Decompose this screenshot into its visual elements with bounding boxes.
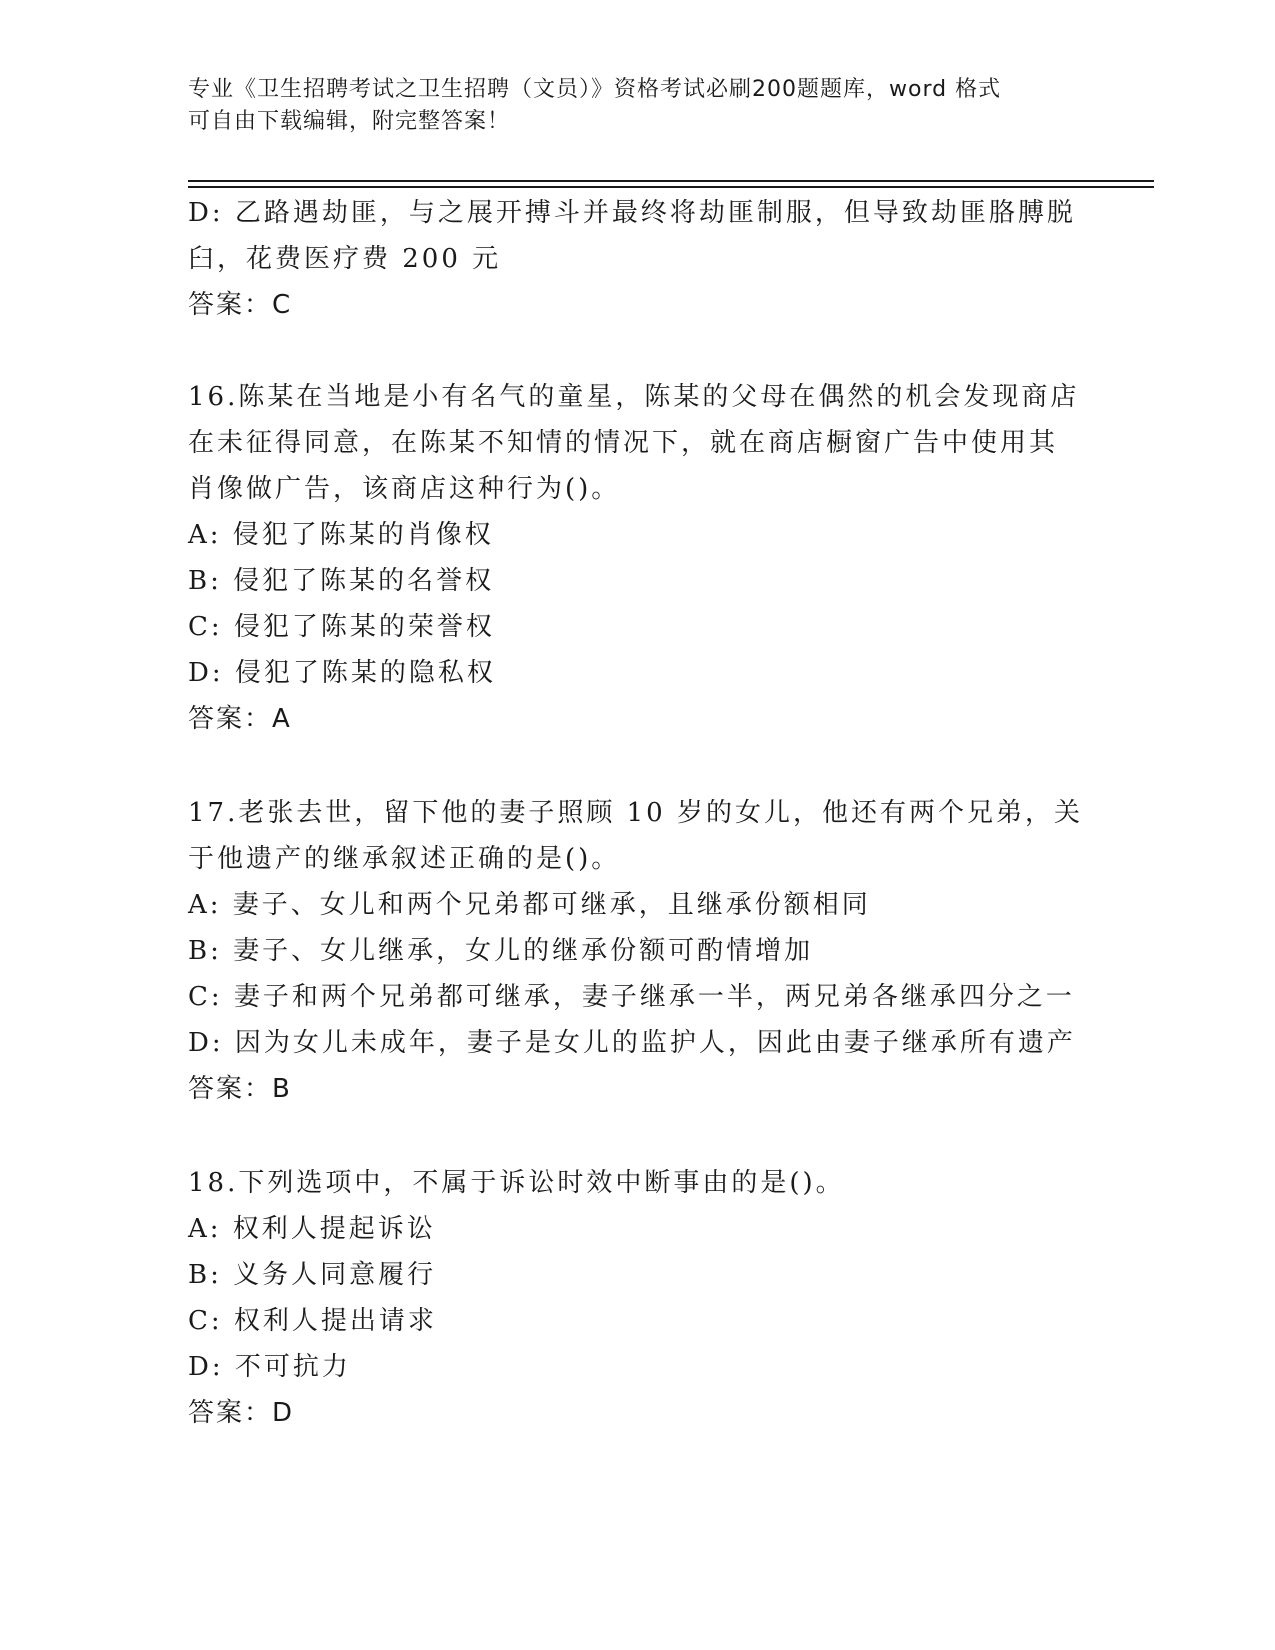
q18-option-d: D: 不可抗力 — [188, 1352, 351, 1382]
q17-answer: 答案：B — [188, 1074, 292, 1104]
q15-option-d-line-1: D: 乙路遇劫匪，与之展开搏斗并最终将劫匪制服，但导致劫匪胳膊脱 — [188, 198, 1076, 228]
q16-option-a: A: 侵犯了陈某的肖像权 — [188, 520, 494, 550]
question-16 — [188, 374, 1088, 742]
header-line-1: 专业《卫生招聘考试之卫生招聘（文员）》资格考试必刷200题题库，word 格式 — [188, 77, 1002, 102]
q18-stem-line-1: 18.下列选项中，不属于诉讼时效中断事由的是()。 — [188, 1168, 845, 1198]
header-divider-top — [188, 180, 1154, 182]
header-line-2: 可自由下载编辑，附完整答案！ — [188, 109, 511, 134]
q16-option-c: C: 侵犯了陈某的荣誉权 — [188, 612, 495, 642]
q16-stem-line-3: 肖像做广告，该商店这种行为()。 — [188, 474, 621, 504]
q17-option-b: B: 妻子、女儿继承，女儿的继承份额可酌情增加 — [188, 936, 814, 966]
q18-option-a: A: 权利人提起诉讼 — [188, 1214, 436, 1244]
q18-option-c: C: 权利人提出请求 — [188, 1306, 437, 1336]
q17-option-c: C: 妻子和两个兄弟都可继承，妻子继承一半，两兄弟各继承四分之一 — [188, 982, 1075, 1012]
header-divider-bottom — [188, 186, 1154, 188]
question-15-tail — [188, 190, 1088, 328]
q17-stem-line-1: 17.老张去世，留下他的妻子照顾 10 岁的女儿，他还有两个兄弟，关 — [188, 798, 1083, 828]
q16-answer: 答案：A — [188, 704, 292, 734]
q16-stem-line-2: 在未征得同意，在陈某不知情的情况下，就在商店橱窗广告中使用其 — [188, 428, 1059, 458]
q15-option-d-line-2: 臼，花费医疗费 200 元 — [188, 244, 502, 274]
document-body — [188, 190, 1088, 1436]
q16-option-d: D: 侵犯了陈某的隐私权 — [188, 658, 496, 688]
q17-stem-line-2: 于他遗产的继承叙述正确的是()。 — [188, 844, 621, 874]
q17-option-a: A: 妻子、女儿和两个兄弟都可继承，且继承份额相同 — [188, 890, 871, 920]
question-18 — [188, 1160, 1088, 1436]
q15-answer: 答案：C — [188, 290, 293, 320]
q17-option-d: D: 因为女儿未成年，妻子是女儿的监护人，因此由妻子继承所有遗产 — [188, 1028, 1076, 1058]
q18-option-b: B: 义务人同意履行 — [188, 1260, 437, 1290]
q18-answer: 答案：D — [188, 1398, 295, 1428]
document-header — [188, 74, 1088, 138]
q16-option-b: B: 侵犯了陈某的名誉权 — [188, 566, 495, 596]
q16-stem-line-1: 16.陈某在当地是小有名气的童星，陈某的父母在偶然的机会发现商店 — [188, 382, 1080, 412]
question-17 — [188, 790, 1088, 1112]
